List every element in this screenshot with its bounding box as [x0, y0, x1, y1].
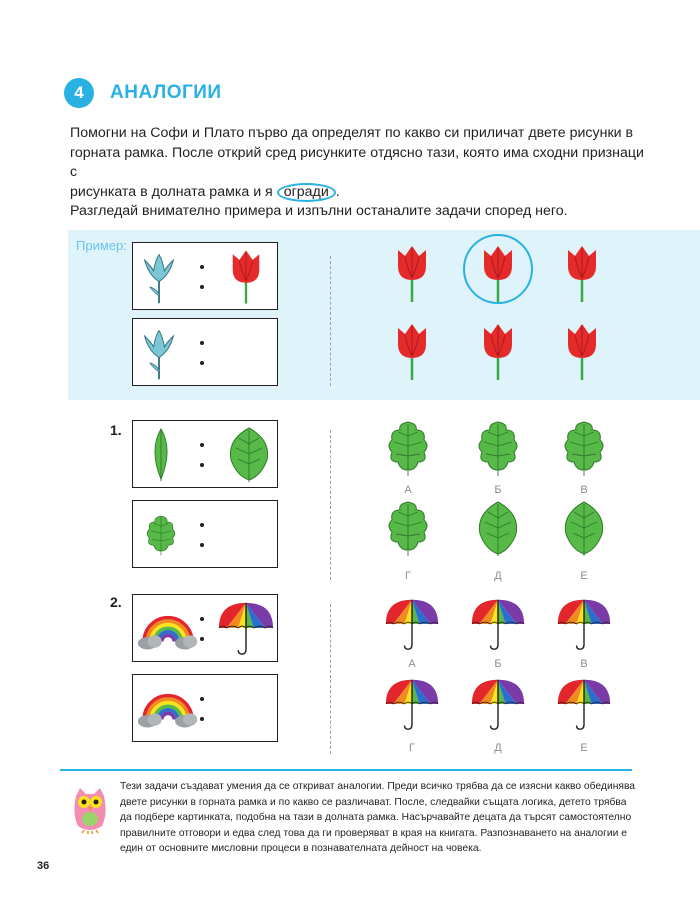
page-number: 36 [37, 860, 50, 872]
umbrella-icon[interactable] [384, 676, 440, 732]
round-leaf-icon[interactable] [386, 500, 430, 556]
task-2-bottom-frame [132, 674, 278, 742]
option-label: А [408, 658, 416, 670]
umbrella-icon [217, 599, 275, 657]
dots [200, 517, 206, 553]
tip-text: Тези задачи създават умения да се откриват аналогии. Преди всичко трябва да се изясни какво обединява двете рисунки в горната рамка и по какво се различават. После, следвайки същата логика, детето трябва да подбере картинката, подобна на тази в долната рамка. Насърчавайте децата да търсят самостоятелно правилните отговори и едва след това да ги проверяват в края на книгата. Разпознаването на аналогии е един от основните мисловни процеси в познавателната дейност на човека. [120, 781, 636, 855]
dots [200, 611, 206, 647]
option-label: В [580, 484, 588, 496]
example-top-frame [132, 242, 278, 310]
option-label: Д [494, 570, 502, 582]
red-tulip-icon[interactable] [478, 322, 518, 382]
lobed-leaf-icon[interactable] [476, 420, 520, 476]
round-leaf-icon[interactable] [476, 500, 520, 556]
umbrella-icon[interactable] [384, 596, 440, 652]
rainbow-icon [137, 687, 199, 729]
dots [200, 259, 206, 295]
option-label: Е [580, 742, 588, 754]
task-2-number: 2. [110, 594, 122, 610]
umbrella-icon[interactable] [556, 676, 612, 732]
example-bottom-frame [132, 318, 278, 386]
instructions-line-3 [70, 183, 650, 203]
option-label: Г [409, 742, 415, 754]
task-2-top-frame [132, 594, 278, 662]
exercise-number-badge: 4 [64, 78, 94, 108]
exercise-header [64, 78, 222, 108]
task-1-top-frame [132, 420, 278, 488]
instructions [70, 124, 650, 222]
circled-word: огради [277, 183, 336, 202]
red-tulip-icon [227, 247, 265, 307]
option-label: Е [580, 570, 588, 582]
dots [200, 335, 206, 371]
task-1-number: 1. [110, 422, 122, 438]
blue-tulip-icon [141, 325, 177, 383]
option-label: Б [494, 658, 502, 670]
answer-circle [463, 234, 533, 304]
tip-divider [60, 769, 632, 771]
example-divider [330, 256, 331, 386]
instructions-line-1: Помогни на Софи и Плато първо да определят по какво си приличат двете рисунки в [70, 125, 634, 141]
instructions-line-3-after: . [335, 183, 340, 200]
red-tulip-icon[interactable] [392, 244, 432, 304]
dots [200, 691, 206, 727]
umbrella-icon[interactable] [556, 596, 612, 652]
red-tulip-icon[interactable] [562, 244, 602, 304]
example-label: Пример: [76, 238, 127, 253]
option-label: Д [494, 742, 502, 754]
option-label: В [580, 658, 588, 670]
option-label: А [404, 484, 412, 496]
option-label: Г [405, 570, 411, 582]
blue-tulip-icon [141, 249, 177, 307]
dots [200, 437, 206, 473]
exercise-title: АНАЛОГИИ [110, 82, 222, 103]
narrow-leaf-icon [147, 425, 175, 485]
instructions-line-3-before: рисунката в долната рамка и я [70, 183, 273, 200]
lobed-leaf-icon[interactable] [562, 420, 606, 476]
red-tulip-icon[interactable] [562, 322, 602, 382]
round-leaf-icon [227, 426, 271, 482]
option-label: Б [494, 484, 502, 496]
instructions-line-2: горната рамка. После открий сред рисунките отдясно тази, която има сходни признаци с [70, 144, 644, 180]
instructions-line-4: Разгледай внимателно примера и изпълни останалите задачи според него. [70, 203, 568, 219]
red-tulip-icon[interactable] [392, 322, 432, 382]
umbrella-icon[interactable] [470, 596, 526, 652]
task-2-divider [330, 604, 331, 754]
rainbow-icon [137, 609, 199, 651]
task-1-bottom-frame [132, 500, 278, 568]
owl-icon [70, 786, 110, 834]
round-leaf-icon[interactable] [562, 500, 606, 556]
umbrella-icon[interactable] [470, 676, 526, 732]
task-1-divider [330, 430, 331, 580]
lobed-leaf-icon [145, 507, 177, 563]
lobed-leaf-icon[interactable] [386, 420, 430, 476]
